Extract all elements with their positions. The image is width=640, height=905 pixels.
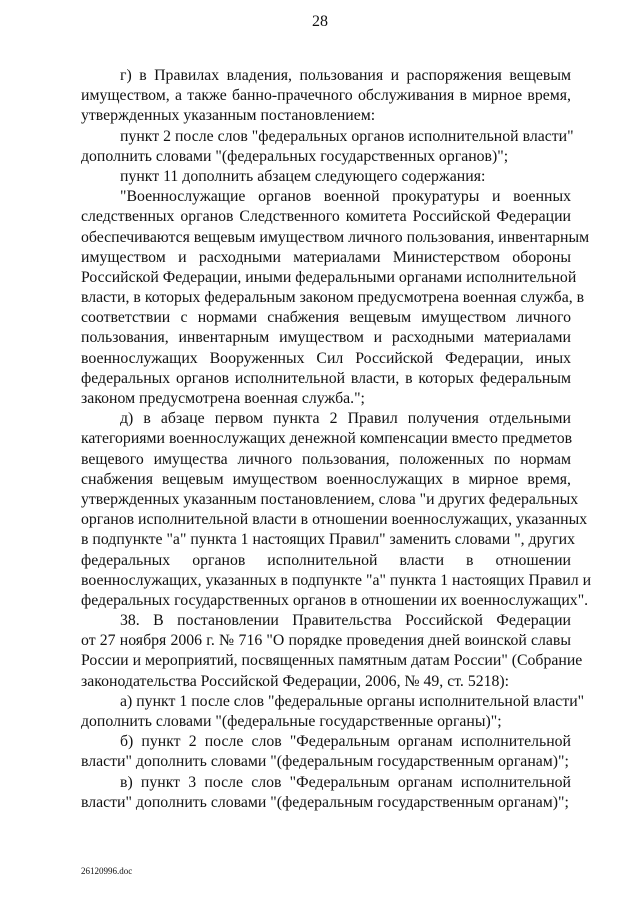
text-line: власти, в которых федеральным законом предусмотрена военная служба, в xyxy=(81,289,585,307)
text-line: власти" дополнить словами "(федеральным государственным органам)"; xyxy=(81,793,569,811)
text-line: утвержденных указанным постановлением, слова "и других федеральных xyxy=(81,490,579,508)
text-line: дополнить словами "(федеральных государственных органов)"; xyxy=(81,147,509,165)
page-number: 28 xyxy=(312,13,328,30)
text-line: федеральных государственных органов в отношении их военнослужащих". xyxy=(81,591,589,609)
text-line: военнослужащих Вооруженных Сил Российской Федерации, иных xyxy=(81,349,571,367)
text-line: дополнить словами "(федеральные государственные органы)"; xyxy=(81,713,502,730)
text-line: федеральных органов исполнительной власти, в которых федеральным xyxy=(81,369,571,387)
text-line: Российской Федерации, иными федеральными органами исполнительной xyxy=(81,268,577,286)
document-body xyxy=(81,66,592,813)
text-line: г) в Правилах владения, пользования и распоряжения вещевым xyxy=(120,67,571,84)
text-line: б) пункт 2 после слов "Федеральным органам исполнительной xyxy=(120,733,571,751)
text-line: имуществом и расходными материалами Министерством обороны xyxy=(81,248,571,266)
text-line: от 27 ноября 2006 г. № 716 "О порядке проведения дней воинской славы xyxy=(81,632,571,650)
footer-filename: 26120996.doc xyxy=(81,866,133,876)
text-line: снабжения вещевым имуществом военнослужащих в мирное время, xyxy=(81,470,571,488)
text-line: а) пункт 1 после слов "федеральные органы исполнительной власти" xyxy=(120,692,585,710)
text-line: пункт 2 после слов "федеральных органов исполнительной власти" xyxy=(120,127,574,145)
text-line: федеральных органов исполнительной власти в отношении xyxy=(81,551,571,569)
text-line: пользования, инвентарным имуществом и расходными материалами xyxy=(81,329,571,347)
text-line: соответствии с нормами снабжения вещевым имуществом личного xyxy=(81,309,571,327)
text-line: власти" дополнить словами "(федеральным государственным органам)"; xyxy=(81,753,569,771)
text-line: России и мероприятий, посвященных памятным датам России" (Собрание xyxy=(81,652,583,670)
text-line: законодательства Российской Федерации, 2006, № 49, ст. 5218): xyxy=(81,672,510,690)
text-line: в) пункт 3 после слов "Федеральным органам исполнительной xyxy=(120,773,571,791)
text-line: утвержденных указанным постановлением: xyxy=(81,107,376,125)
text-line: следственных органов Следственного комитета Российской Федерации xyxy=(81,208,571,226)
text-line: категориями военнослужащих денежной компенсации вместо предметов xyxy=(81,430,573,448)
text-line: обеспечиваются вещевым имуществом личного пользования, инвентарным xyxy=(81,228,590,246)
text-line: д) в абзаце первом пункта 2 Правил получения отдельными xyxy=(120,410,571,428)
text-line: законом предусмотрена военная служба."; xyxy=(81,390,365,407)
text-line: "Военнослужащие органов военной прокуратуры и военных xyxy=(120,188,571,206)
text-line: органов исполнительной власти в отношении военнослужащих, указанных xyxy=(81,511,588,529)
text-line: 38. В постановлении Правительства Российской Федерации xyxy=(120,612,571,630)
text-line: в подпункте "а" пункта 1 настоящих Правил" заменить словами ", других xyxy=(81,531,576,549)
text-line: вещевого имущества личного пользования, положенных по нормам xyxy=(81,450,571,468)
text-line: пункт 11 дополнить абзацем следующего содержания: xyxy=(120,167,486,185)
text-line: военнослужащих, указанных в подпункте "а" пункта 1 настоящих Правил и xyxy=(81,571,592,589)
text-line: имуществом, а также банно-прачечного обслуживания в мирное время, xyxy=(81,87,571,105)
